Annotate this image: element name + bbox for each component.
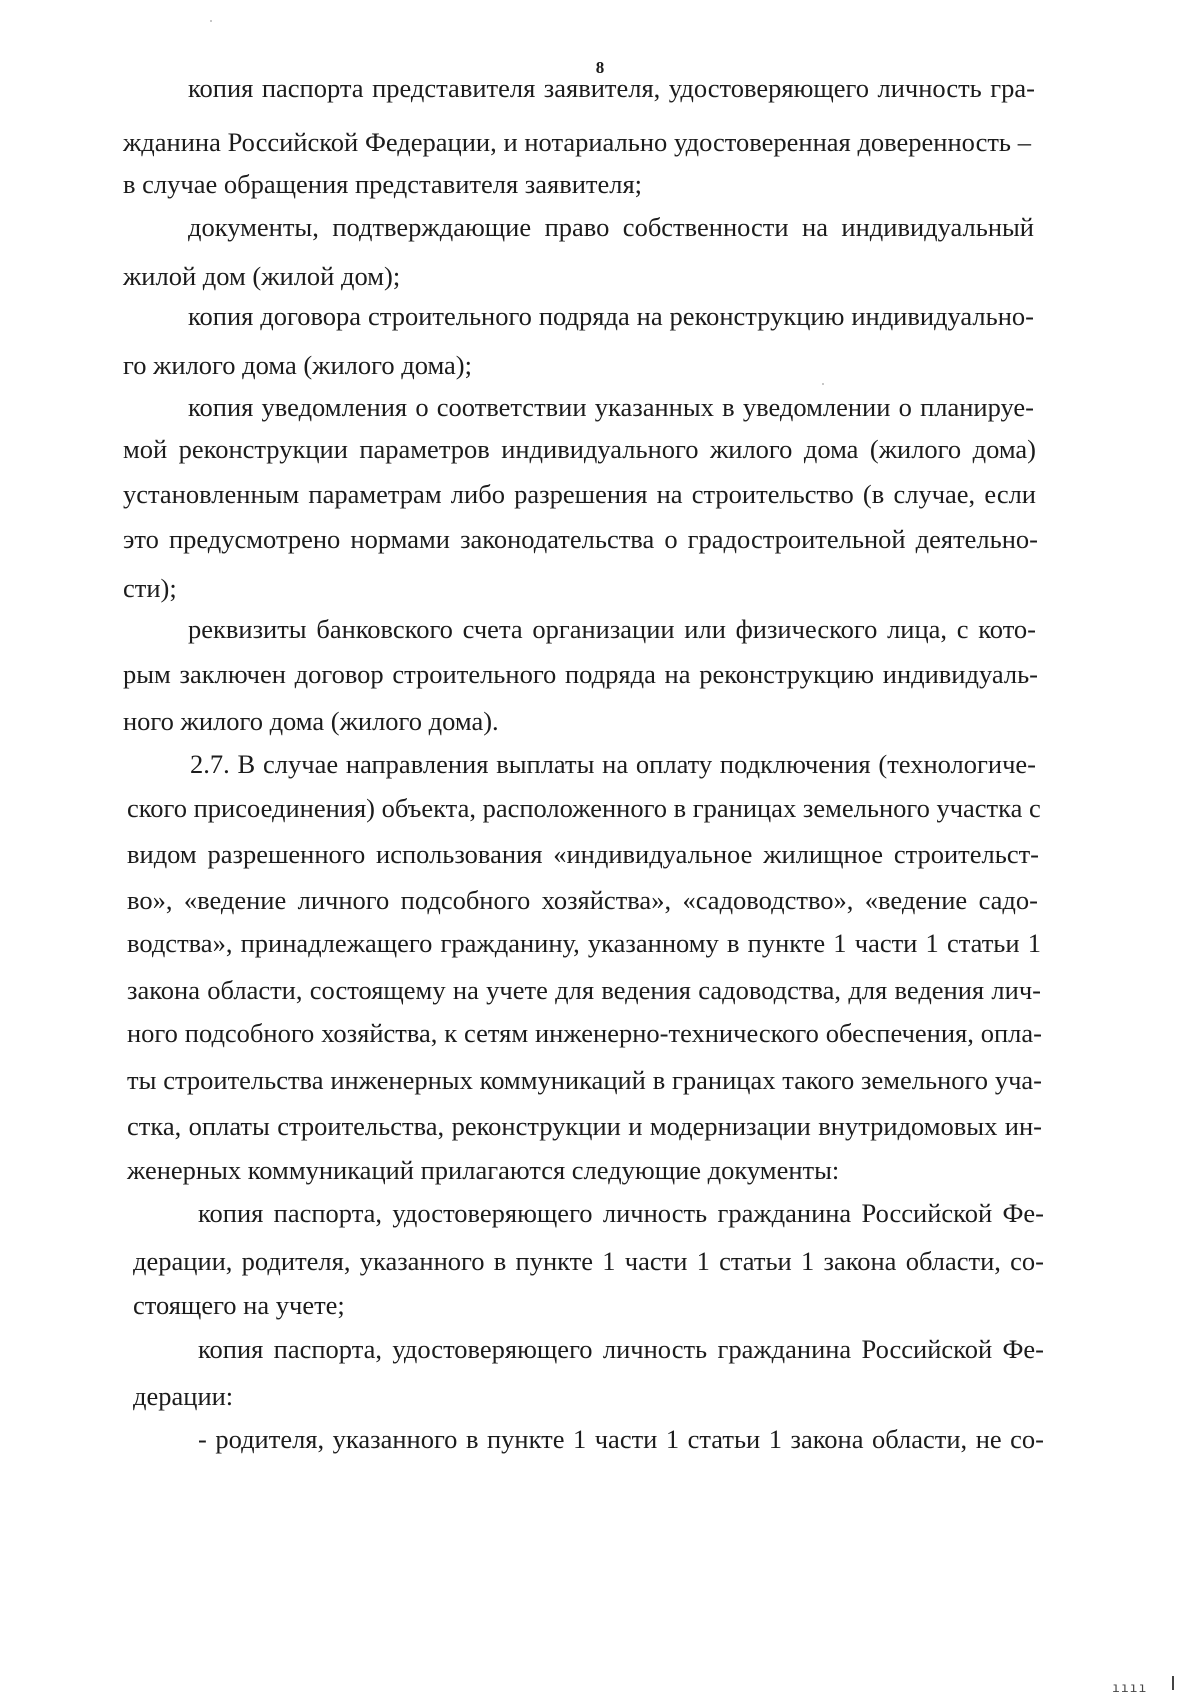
text-line: мой реконструкции параметров индивидуального жилого дома (жилого дома) (123, 434, 1036, 464)
text-line: ского присоединения) объекта, расположенного в границах земельного участка с (127, 793, 1041, 823)
text-line: - родителя, указанного в пункте 1 части 1 статьи 1 закона области, не со- (198, 1424, 1044, 1454)
scan-speck (210, 20, 212, 22)
text-line: жданина Российской Федерации, и нотариально удостоверенная доверенность – (123, 127, 1031, 157)
text-line: установленным параметрам либо разрешения на строительство (в случае, если (123, 479, 1036, 509)
text-line: документы, подтверждающие право собственности на индивидуальный (188, 212, 1034, 242)
text-line: копия договора строительного подряда на реконструкцию индивидуально- (188, 301, 1034, 331)
text-line: го жилого дома (жилого дома); (123, 350, 472, 380)
text-line: сти); (123, 573, 177, 603)
text-line: жилой дом (жилой дом); (123, 261, 401, 291)
text-line: копия паспорта, удостоверяющего личность гражданина Российской Фе- (198, 1334, 1044, 1364)
text-line: стоящего на учете; (133, 1290, 345, 1320)
page-number: 8 (595, 58, 605, 77)
text-line: женерных коммуникаций прилагаются следующие документы: (127, 1155, 840, 1185)
scan-speck (822, 383, 824, 385)
scan-edge-tick (1172, 1676, 1174, 1690)
text-line: дерации: (133, 1381, 234, 1411)
text-line: в случае обращения представителя заявителя; (123, 169, 643, 199)
text-line: ного подсобного хозяйства, к сетям инженерно-технического обеспечения, опла- (127, 1018, 1042, 1048)
text-line: во», «ведение личного подсобного хозяйства», «садоводство», «ведение садо- (127, 885, 1038, 915)
text-line: копия паспорта представителя заявителя, удостоверяющего личность гра- (188, 73, 1035, 103)
text-line: 2.7. В случае направления выплаты на оплату подключения (технологиче- (190, 749, 1036, 779)
text-line: закона области, состоящему на учете для ведения садоводства, для ведения лич- (127, 975, 1041, 1005)
text-line: ты строительства инженерных коммуникаций в границах такого земельного уча- (127, 1065, 1042, 1095)
text-line: рым заключен договор строительного подряда на реконструкцию индивидуаль- (123, 659, 1038, 689)
text-line: водства», принадлежащего гражданину, указанному в пункте 1 части 1 статьи 1 (127, 928, 1041, 958)
text-line: дерации, родителя, указанного в пункте 1 части 1 статьи 1 закона области, со- (133, 1246, 1044, 1276)
scan-edge-marks: ıııı (1112, 1681, 1148, 1696)
text-line: копия уведомления о соответствии указанных в уведомлении о планируе- (188, 392, 1034, 422)
text-line: реквизиты банковского счета организации или физического лица, с кото- (188, 614, 1036, 644)
text-line: видом разрешенного использования «индивидуальное жилищное строительст- (127, 839, 1039, 869)
text-line: это предусмотрено нормами законодательства о градостроительной деятельно- (123, 524, 1038, 554)
text-line: ного жилого дома (жилого дома). (123, 706, 499, 736)
text-line: стка, оплаты строительства, реконструкции и модернизации внутридомовых ин- (127, 1111, 1042, 1141)
text-line: копия паспорта, удостоверяющего личность гражданина Российской Фе- (198, 1198, 1044, 1228)
